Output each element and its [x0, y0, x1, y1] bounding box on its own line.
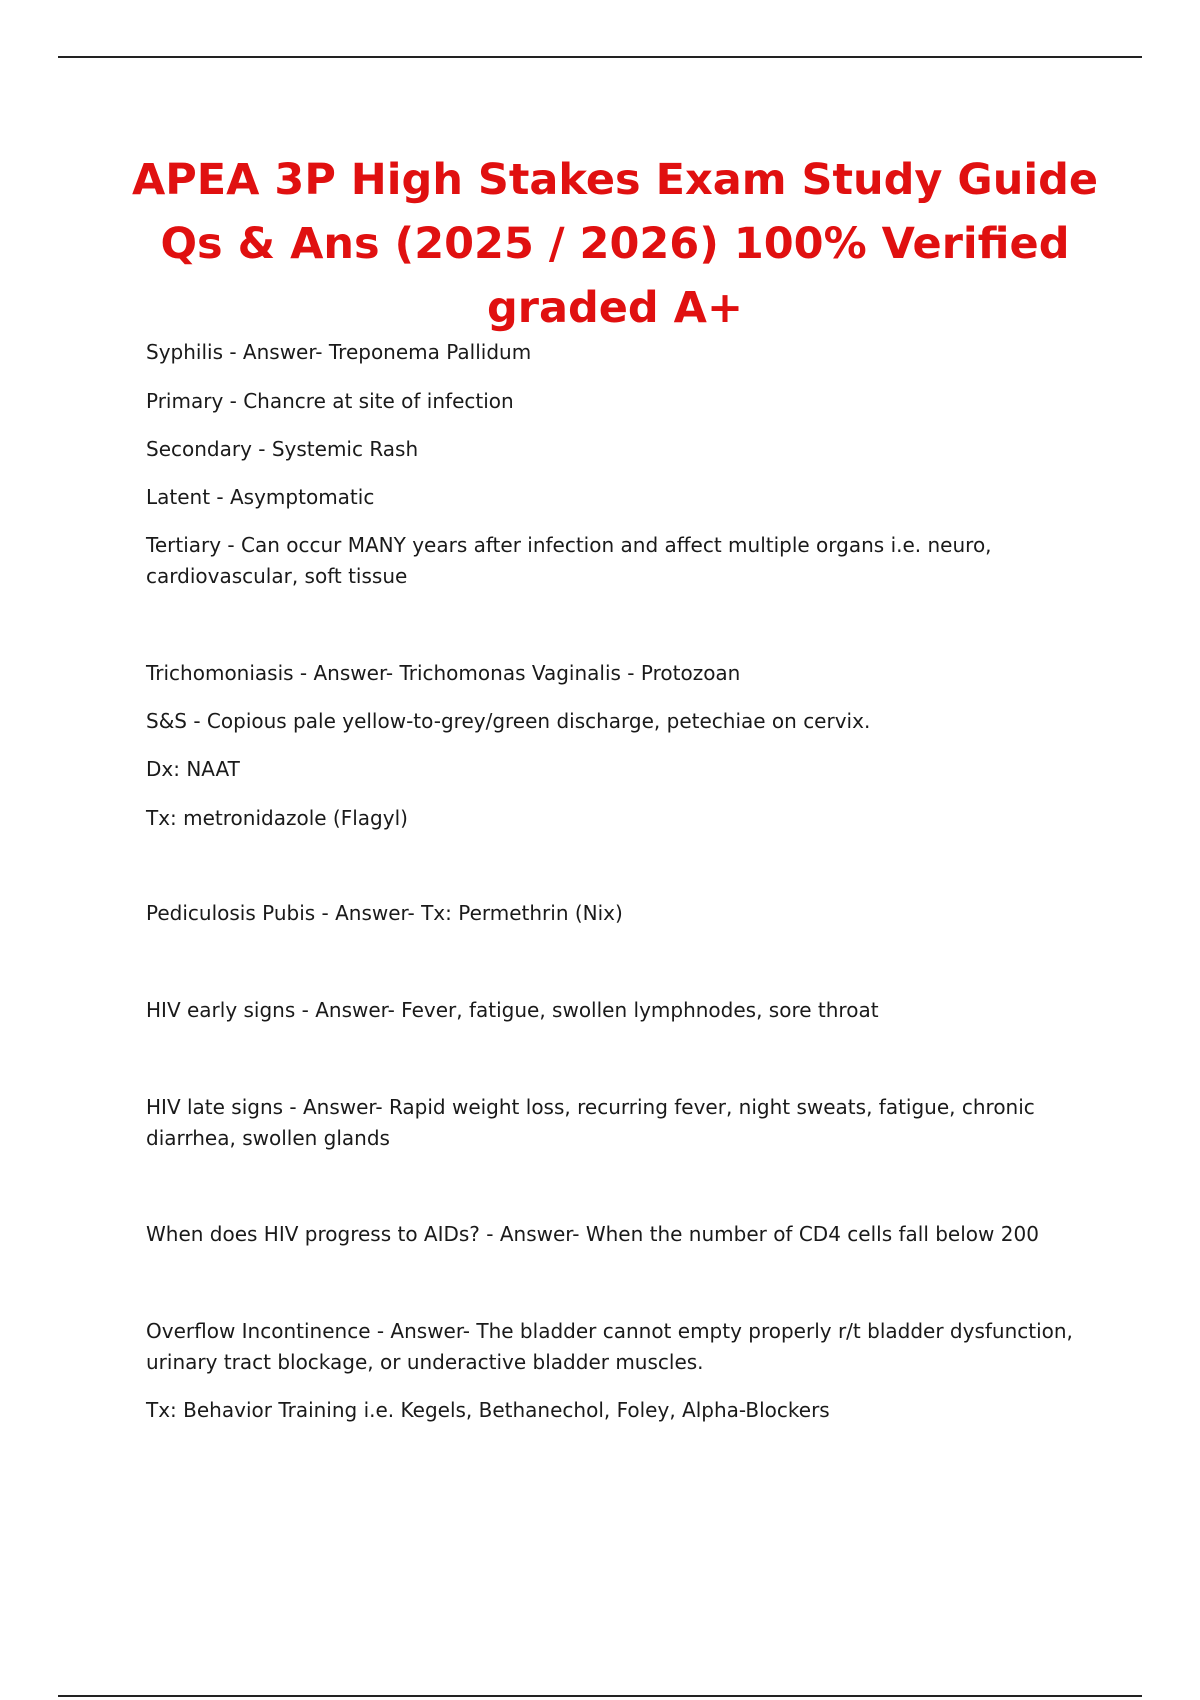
trichomoniasis-entry: Trichomoniasis - Answer- Trichomonas Vaginalis - Protozoan	[146, 661, 741, 685]
pediculosis-entry: Pediculosis Pubis - Answer- Tx: Permethrin (Nix)	[146, 901, 623, 925]
syphilis-secondary: Secondary - Systemic Rash	[146, 437, 419, 461]
bottom-rule	[58, 1695, 1142, 1697]
title-line: graded A+	[486, 283, 743, 333]
hiv-late-entry: HIV late signs - Answer- Rapid weight loss, recurring fever, night sweats, fatigue, chronic diarrhea, swollen glands	[146, 1095, 1035, 1150]
title-line: APEA 3P High Stakes Exam Study Guide	[131, 155, 1099, 205]
syphilis-tertiary: Tertiary - Can occur MANY years after infection and affect multiple organs i.e. neuro, cardiovascular, soft tissue	[146, 533, 992, 588]
title-line: Qs & Ans (2025 / 2026) 100% Verified	[160, 219, 1070, 269]
overflow-incontinence-tx: Tx: Behavior Training i.e. Kegels, Bethanechol, Foley, Alpha-Blockers	[146, 1398, 830, 1422]
trichomoniasis-dx: Dx: NAAT	[146, 757, 240, 781]
syphilis-primary: Primary - Chancre at site of infection	[146, 389, 514, 413]
top-rule	[58, 56, 1142, 58]
syphilis-entry: Syphilis - Answer- Treponema Pallidum	[146, 340, 532, 364]
trichomoniasis-signs: S&S - Copious pale yellow-to-grey/green discharge, petechiae on cervix.	[146, 709, 871, 733]
hiv-early-entry: HIV early signs - Answer- Fever, fatigue, swollen lymphnodes, sore throat	[146, 998, 879, 1022]
hiv-aids-entry: When does HIV progress to AIDs? - Answer- When the number of CD4 cells fall below 200	[146, 1222, 1039, 1246]
trichomoniasis-tx: Tx: metronidazole (Flagyl)	[146, 806, 408, 830]
document-title	[110, 148, 1120, 340]
overflow-incontinence-entry: Overflow Incontinence - Answer- The bladder cannot empty properly r/t bladder dysfunction, urinary tract blockage, or underactive bladder muscles.	[146, 1319, 1073, 1374]
syphilis-latent: Latent - Asymptomatic	[146, 485, 375, 509]
